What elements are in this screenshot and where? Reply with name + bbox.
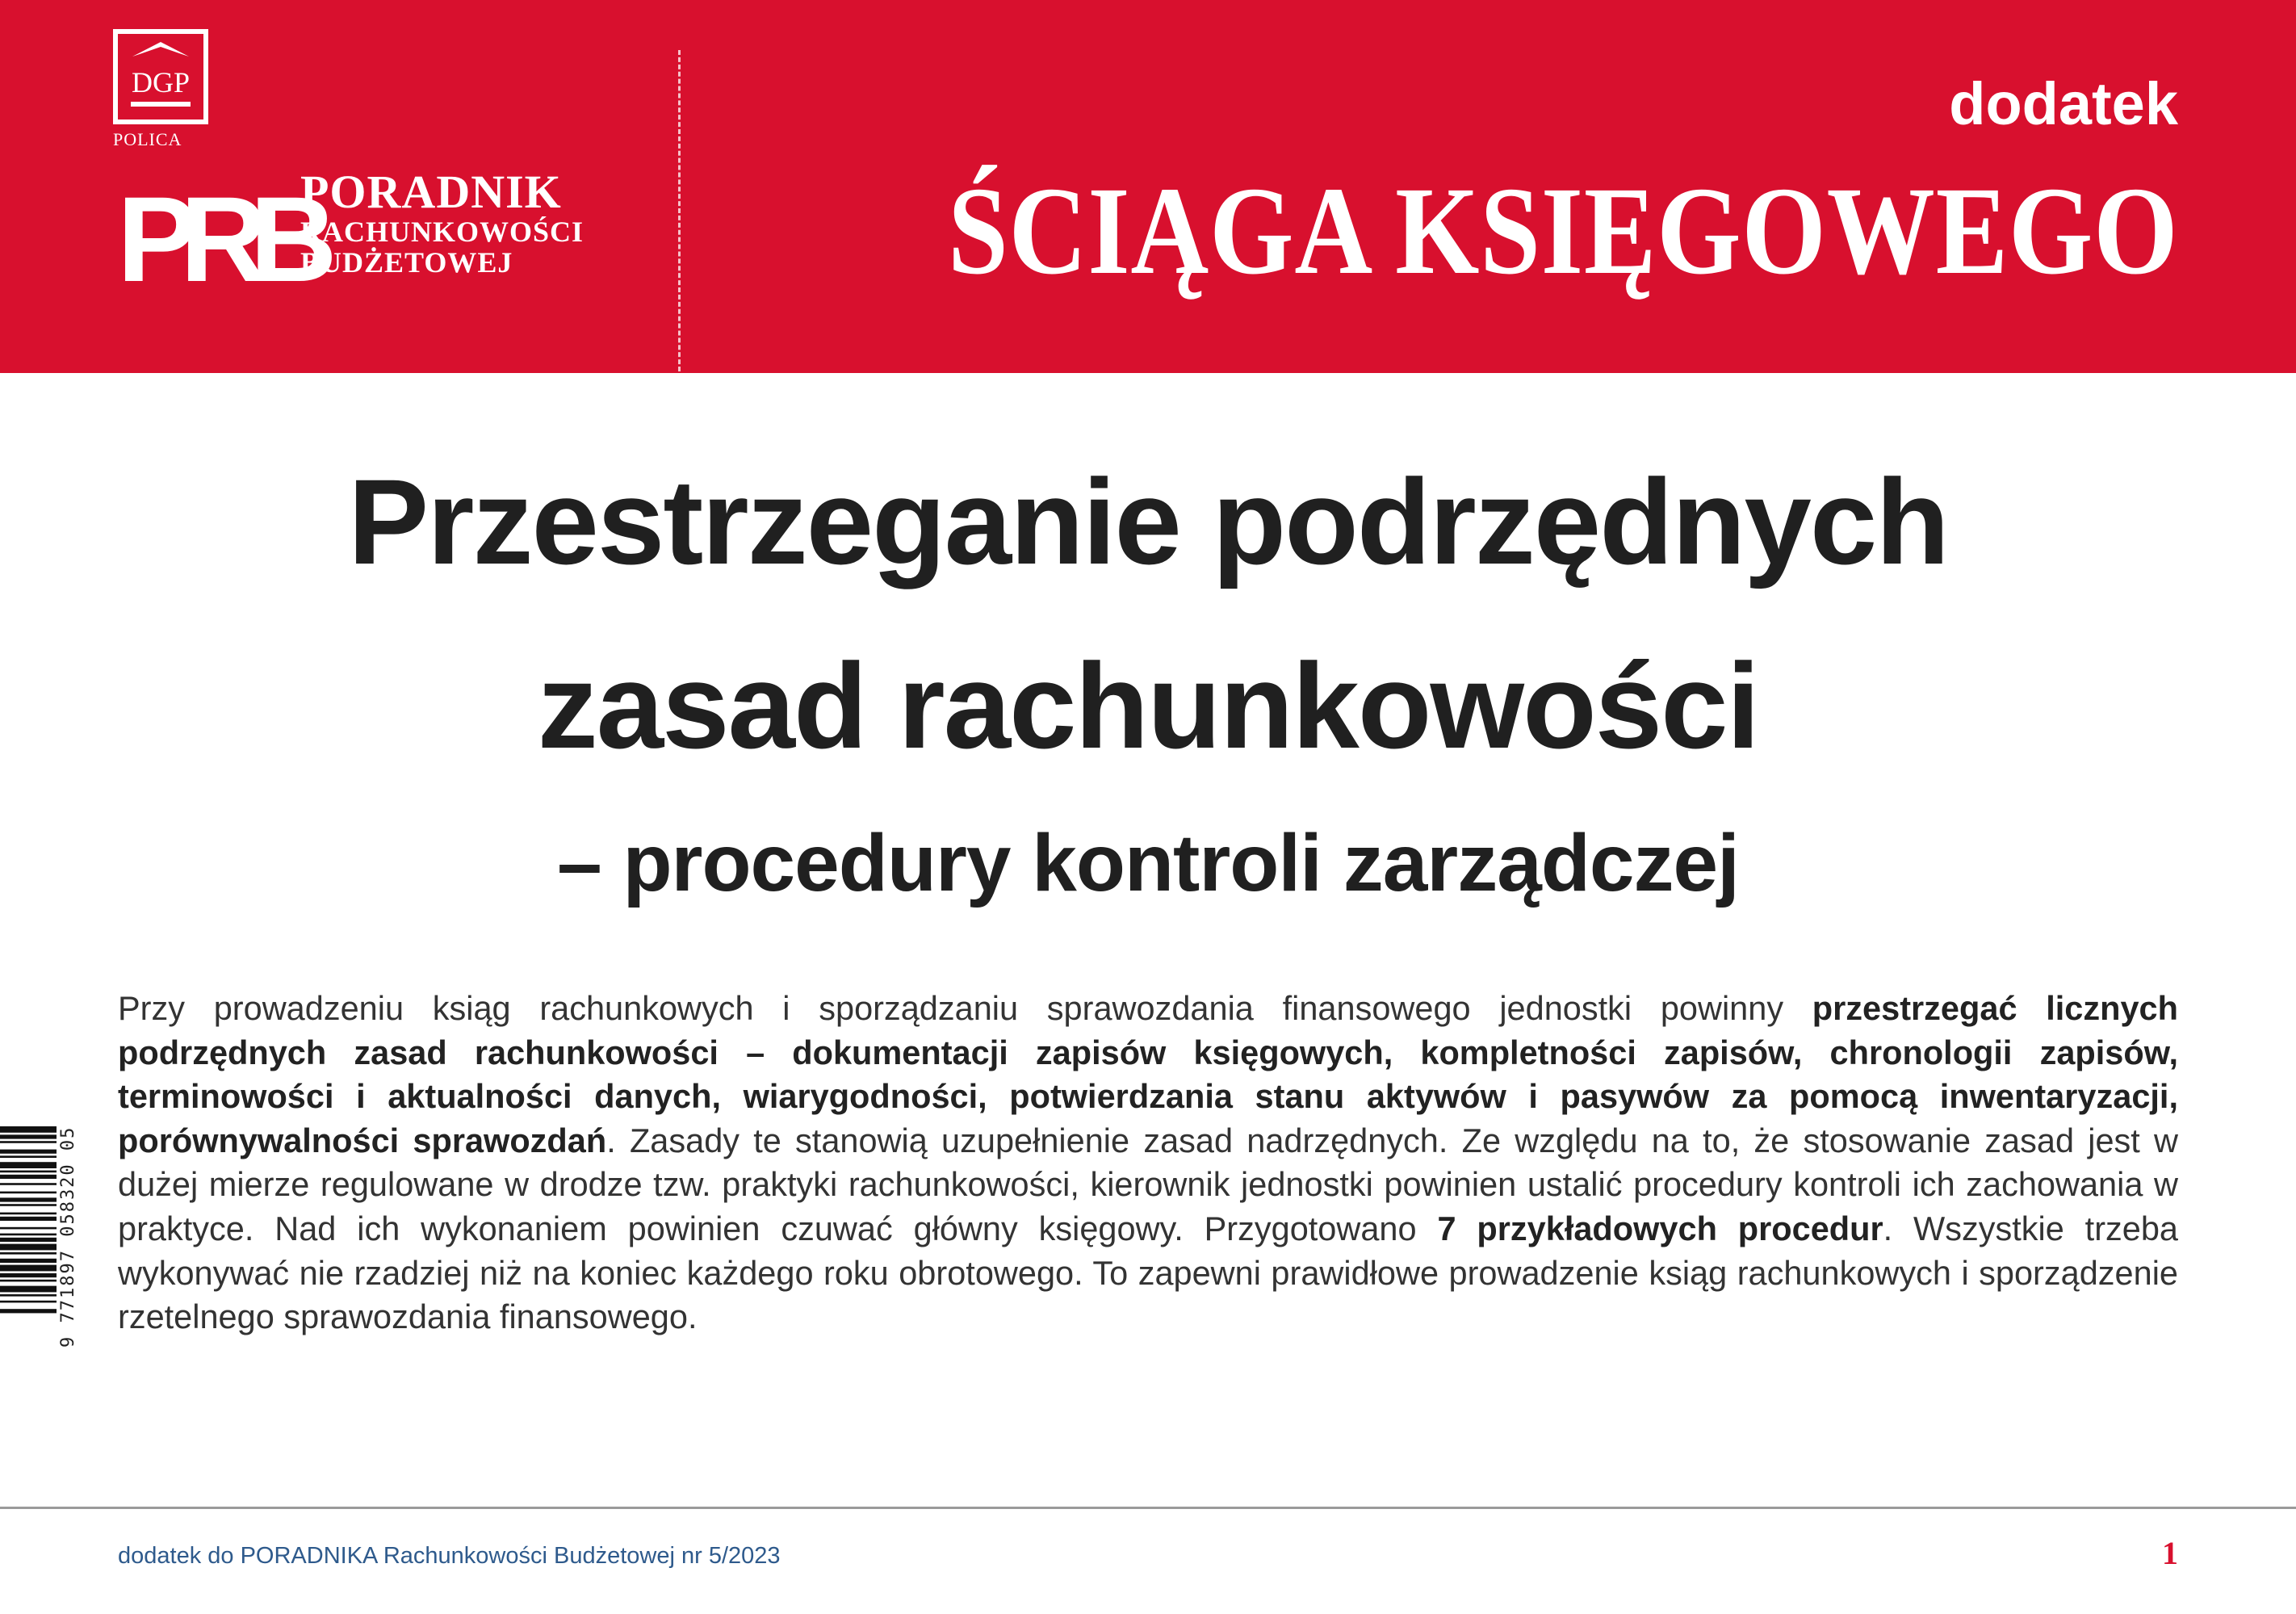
barcode-bar	[0, 1265, 57, 1272]
dgp-logo-text: DGP	[131, 66, 191, 99]
prb-logo-text: PRB	[117, 171, 320, 307]
barcode-digits: 9 771897 058320 05	[58, 1126, 78, 1348]
lead-paragraph	[118, 987, 2178, 1339]
barcode-bar	[0, 1192, 57, 1194]
footer-note: dodatek do PORADNIKA Rachunkowości Budżetowej nr 5/2023	[118, 1543, 781, 1569]
barcode-bar	[0, 1280, 57, 1282]
prb-line-2: RACHUNKOWOŚCI	[300, 215, 584, 248]
article-title-line-1: Przestrzeganie podrzędnych	[348, 454, 1948, 589]
barcode-bar	[0, 1234, 57, 1236]
barcode-bar	[0, 1126, 57, 1133]
barcode-bar	[0, 1259, 57, 1263]
barcode-bar	[0, 1273, 57, 1277]
barcode-bar	[0, 1155, 57, 1158]
footer-rule	[0, 1507, 2296, 1509]
barcode-bar	[0, 1213, 57, 1215]
barcode-bar	[0, 1309, 57, 1313]
lead-text: . Wszystkie trzeba wykonywać nie rzadziej niż na koniec każdego roku obrotowego. To zapewni prawidłowe prowadzenie ksiąg rachunkowych i sporządzenie rzetelnego sprawozdania finansowego.	[118, 1209, 2179, 1336]
barcode-bar	[0, 1204, 57, 1206]
prb-wordmark	[300, 168, 584, 278]
barcode-bar	[0, 1217, 57, 1221]
barcode-bar	[0, 1238, 57, 1242]
article-subtitle: – procedury kontroli zarządczej	[557, 818, 1739, 908]
header-divider	[678, 50, 681, 371]
page-number: 1	[2162, 1535, 2178, 1571]
lead-emphasis: 7 przykładowych procedur	[1437, 1209, 1883, 1247]
barcode-bar	[0, 1150, 57, 1154]
masthead-banner	[0, 0, 2296, 373]
lead-text: . Zasady te stanowią uzupełnienie zasad nadrzędnych. Ze względu na to, że stosowanie zasad jest w dużej mierze regulowane w drodze tzw. praktyki rachunkowości, kierownik jednostki powinien ustalić procedury kontroli ich zachowania w praktyce. Nad ich wykonaniem powinien czuwać główny księgowy. Przygotowano	[118, 1121, 2178, 1247]
lead-emphasis: przestrzegać licznych podrzędnych zasad rachunkowości – dokumentacji zapisów księgowych, kompletności zapisów, chronologii zapisów, terminowości i aktualności danych, wiarygodności, potwierdzania stanu aktywów i pasywów za pomocą inwentaryzacji, porównywalności sprawozdań	[118, 989, 2178, 1159]
barcode-bar	[0, 1162, 57, 1168]
article-title-line-2: zasad rachunkowości	[537, 638, 1759, 773]
barcode-bar	[0, 1301, 57, 1303]
barcode-bar	[0, 1197, 57, 1201]
barcode-bar	[0, 1171, 57, 1173]
supplement-title: ŚCIĄGA KSIĘGOWEGO	[947, 161, 2178, 300]
barcode-bar	[0, 1294, 57, 1297]
dgp-logo	[113, 29, 208, 124]
barcode-bar	[0, 1286, 57, 1293]
prb-line-3: BUDŻETOWEJ	[300, 245, 513, 279]
barcode-bar	[0, 1134, 57, 1138]
prb-logo-mark	[117, 171, 320, 307]
supplement-kicker: dodatek	[1949, 70, 2178, 137]
barcode-bar	[0, 1175, 57, 1179]
barcode-bar	[0, 1141, 57, 1143]
barcode	[0, 1126, 65, 1465]
barcode-bar	[0, 1244, 57, 1251]
barcode-bar	[0, 1252, 57, 1255]
barcode-bar	[0, 1227, 57, 1230]
barcode-bar	[0, 1183, 57, 1185]
lead-text: Przy prowadzeniu ksiąg rachunkowych i sporządzaniu sprawozdania finansowego jednostki powinny	[118, 989, 1812, 1027]
prb-line-1: PORADNIK	[300, 166, 562, 218]
dgp-sub-label: POLICA	[113, 129, 182, 149]
